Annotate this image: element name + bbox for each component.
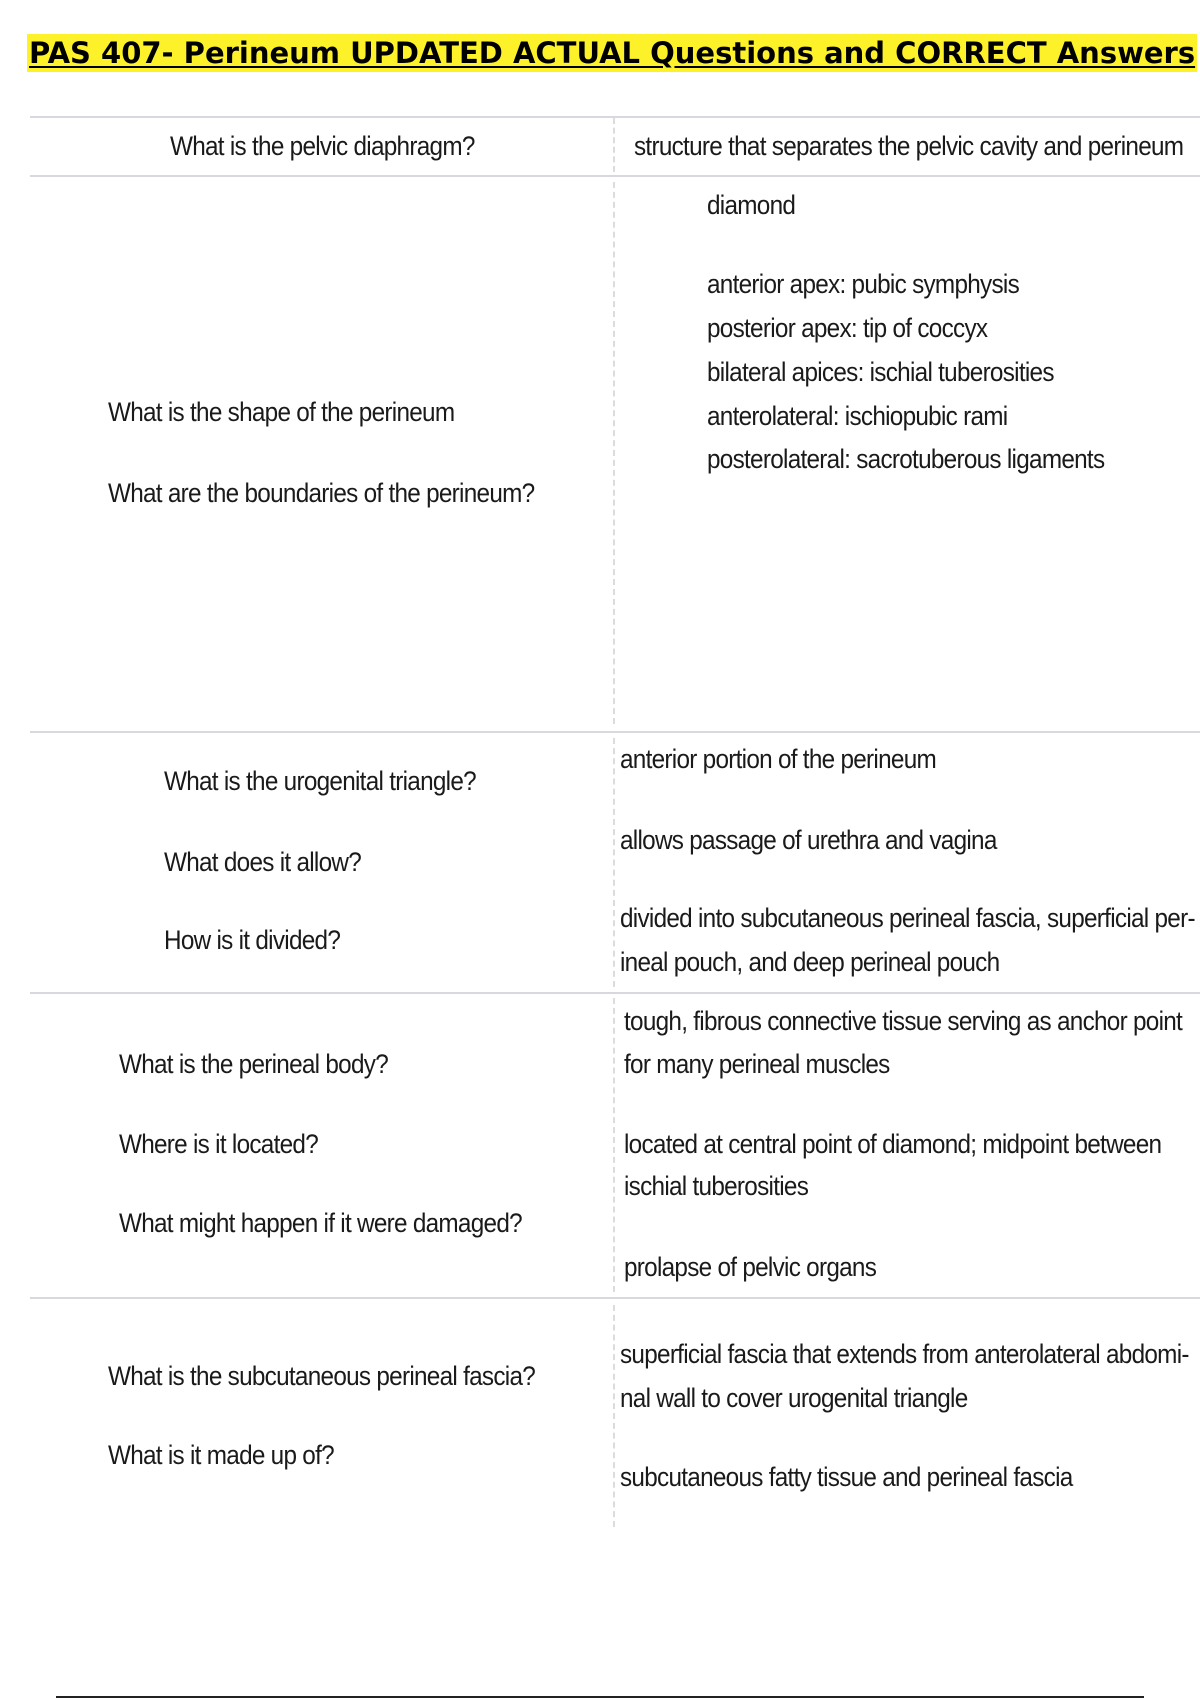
row-divider <box>30 731 1200 733</box>
row-divider <box>30 116 1200 118</box>
answer-text: allows passage of urethra and vagina <box>620 825 997 855</box>
column-divider <box>613 182 615 724</box>
question-text: What are the boundaries of the perineum? <box>108 478 535 508</box>
question-text: What is the subcutaneous perineal fascia? <box>108 1361 536 1391</box>
footer-rule <box>56 1696 1144 1698</box>
question-text: What is the shape of the perineum <box>108 397 455 427</box>
document-title: PAS 407- Perineum UPDATED ACTUAL Questions and CORRECT Answers <box>29 36 1196 70</box>
answer-text: prolapse of pelvic organs <box>624 1252 877 1282</box>
answer-text: superficial fascia that extends from anterolateral abdomi- <box>620 1339 1189 1369</box>
row-divider <box>30 175 1200 177</box>
question-text: What might happen if it were damaged? <box>119 1208 522 1238</box>
answer-text: posterior apex: tip of coccyx <box>707 313 988 343</box>
row-divider <box>30 992 1200 994</box>
answer-text: bilateral apices: ischial tuberosities <box>707 357 1054 387</box>
question-text: Where is it located? <box>119 1129 318 1159</box>
question-text: What does it allow? <box>164 847 362 877</box>
column-divider <box>613 738 615 987</box>
answer-text: located at central point of diamond; midpoint between <box>624 1129 1162 1159</box>
answer-text: tough, fibrous connective tissue serving as anchor point <box>624 1006 1183 1036</box>
question-text: What is the perineal body? <box>119 1049 389 1079</box>
answer-text: ischial tuberosities <box>624 1171 809 1201</box>
answer-text: divided into subcutaneous perineal fascia, superficial per- <box>620 903 1195 933</box>
answer-text: nal wall to cover urogenital triangle <box>620 1383 968 1413</box>
answer-text: structure that separates the pelvic cavity and perineum <box>634 131 1184 161</box>
answer-text: for many perineal muscles <box>624 1049 890 1079</box>
column-divider <box>613 118 615 172</box>
answer-text: diamond <box>707 190 796 220</box>
answer-text: posterolateral: sacrotuberous ligaments <box>707 444 1105 474</box>
column-divider <box>613 998 615 1292</box>
question-text: What is the pelvic diaphragm? <box>170 131 475 161</box>
question-text: What is it made up of? <box>108 1440 334 1470</box>
answer-text: anterolateral: ischiopubic rami <box>707 401 1008 431</box>
answer-text: subcutaneous fatty tissue and perineal fascia <box>620 1462 1073 1492</box>
answer-text: anterior apex: pubic symphysis <box>707 269 1020 299</box>
question-text: What is the urogenital triangle? <box>164 766 476 796</box>
answer-text: anterior portion of the perineum <box>620 744 937 774</box>
row-divider <box>30 1297 1200 1299</box>
question-text: How is it divided? <box>164 925 341 955</box>
answer-text: ineal pouch, and deep perineal pouch <box>620 947 1000 977</box>
column-divider <box>613 1305 615 1527</box>
